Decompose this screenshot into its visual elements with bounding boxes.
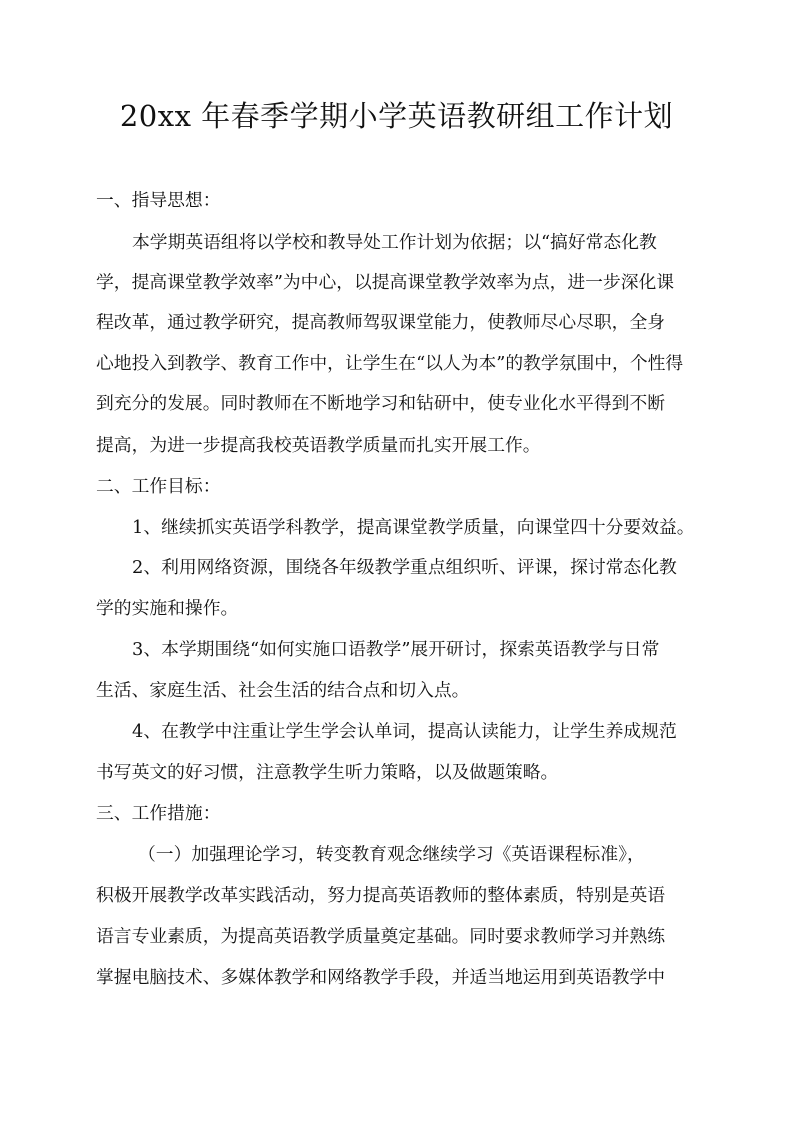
paragraph-line: 掌握电脑技术、多媒体教学和网络教学手段，并适当地运用到英语教学中 <box>96 967 666 988</box>
section-heading-work-measures: 三、工作措施： <box>96 803 221 824</box>
paragraph-line: 书写英文的好习惯，注意教学生听力策略，以及做题策略。 <box>96 762 559 783</box>
paragraph-line: 学的实施和操作。 <box>96 598 239 619</box>
paragraph-line: 生活、家庭生活、社会生活的结合点和切入点。 <box>96 680 470 701</box>
goal-item-2: 2、利用网络资源，围绕各年级教学重点组织听、评课，探讨常态化教 <box>132 557 677 578</box>
goal-item-1: 1、继续抓实英语学科教学，提高课堂教学质量，向课堂四十分要效益。 <box>132 517 695 538</box>
paragraph-line: 到充分的发展。同时教师在不断地学习和钻研中，使专业化水平得到不断 <box>96 393 666 414</box>
goal-item-4: 4、在教学中注重让学生学会认单词，提高认读能力，让学生养成规范 <box>132 721 677 742</box>
paragraph-line: 语言专业素质，为提高英语教学质量奠定基础。同时要求教师学习并熟练 <box>96 926 666 947</box>
section-heading-guiding-thought: 一、指导思想： <box>96 190 221 211</box>
goal-item-3: 3、本学期围绕“如何实施口语教学”展开研讨，探索英语教学与日常 <box>132 639 660 660</box>
paragraph-line: 提高，为进一步提高我校英语教学质量而扎实开展工作。 <box>96 435 541 456</box>
paragraph-line: 心地投入到教学、教育工作中，让学生在“以人为本”的教学氛围中，个性得 <box>96 353 684 374</box>
section-heading-work-goals: 二、工作目标： <box>96 476 221 497</box>
paragraph-line: 程改革，通过教学研究，提高教师驾驭课堂能力，使教师尽心尽职，全身 <box>96 312 666 333</box>
paragraph-line: 本学期英语组将以学校和教导处工作计划为依据；以“搞好常态化教 <box>132 232 657 253</box>
paragraph-line: 积极开展教学改革实践活动，努力提高英语教师的整体素质，特别是英语 <box>96 885 666 906</box>
document-title: 20xx 年春季学期小学英语教研组工作计划 <box>119 99 674 133</box>
measure-heading-1: （一）加强理论学习，转变教育观念继续学习《英语课程标准》， <box>138 844 645 865</box>
paragraph-line: 学，提高课堂教学效率”为中心，以提高课堂教学效率为点，进一步深化课 <box>96 272 675 293</box>
